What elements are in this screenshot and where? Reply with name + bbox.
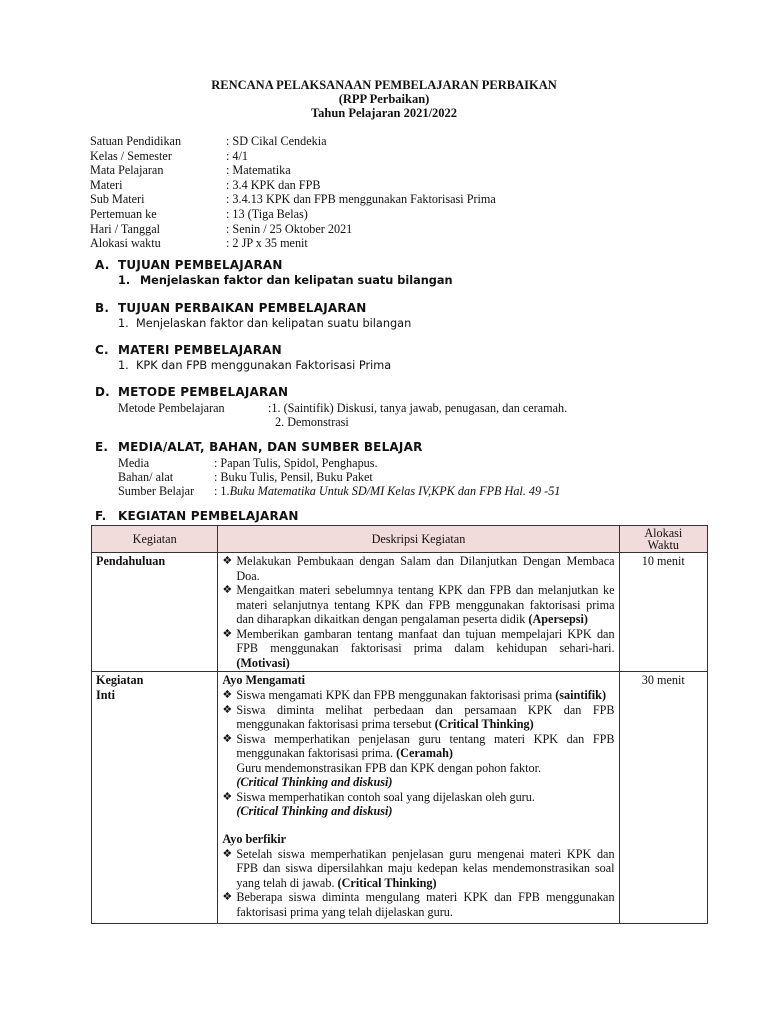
source-book-title: Buku Matematika Untuk SD/MI Kelas IV,KPK dan FPB Hal. 49 -51 (229, 484, 561, 498)
bullet-tag: (Critical Thinking and diskusi) (236, 804, 393, 818)
bullet-tag: (Critical Thinking) (337, 875, 437, 890)
section-heading (95, 509, 299, 525)
section-heading (95, 343, 391, 359)
bullet-text: Siswa mengamati KPK dan FPB menggunakan faktorisasi prima (236, 688, 556, 702)
info-value: : 13 (Tiga Belas) (226, 206, 308, 221)
diamond-bullet-icon: ❖ (222, 891, 233, 903)
diamond-bullet-icon: ❖ (222, 627, 233, 640)
bullet-continuation (222, 804, 614, 819)
header-alokasi-line1: Alokasi (644, 525, 683, 540)
info-row (90, 236, 496, 251)
method-row (95, 415, 567, 429)
info-label: Kelas / Semester (90, 148, 172, 163)
table-row (92, 672, 708, 924)
media-label: Sumber Belajar (118, 484, 195, 498)
bullet-tag: (Ceramah) (396, 746, 453, 760)
section-c (95, 343, 391, 374)
diamond-bullet-icon: ❖ (222, 555, 233, 567)
list-item (222, 732, 614, 761)
info-row (90, 222, 496, 237)
section-letter: E. (95, 440, 109, 454)
header-kegiatan: Kegiatan (92, 526, 218, 553)
table-row (92, 553, 708, 672)
info-value: : SD Cikal Cendekia (226, 134, 327, 148)
bullet-text: Beberapa siswa diminta mengulang materi KPK dan FPB menggunakan faktorisasi prima yang telah dijelaskan guru. (236, 890, 615, 919)
info-label: Mata Pelajaran (90, 163, 164, 178)
info-row (90, 207, 496, 222)
section-letter: D. (95, 385, 110, 399)
info-label: Sub Materi (90, 192, 145, 207)
bullet-tag: (Apersepsi) (528, 612, 588, 626)
diamond-bullet-icon: ❖ (222, 790, 233, 803)
section-title: MEDIA/ALAT, BAHAN, DAN SUMBER BELAJAR (118, 440, 423, 454)
diamond-bullet-icon: ❖ (222, 689, 233, 701)
bullet-text: Siswa memperhatikan penjelasan guru tentang materi KPK dan FPB menggunakan faktorisasi prima. (236, 731, 615, 760)
list-item (222, 583, 614, 627)
bullet-continuation (222, 775, 614, 790)
info-label: Satuan Pendidikan (90, 134, 182, 148)
section-item (95, 359, 391, 374)
bullet-text: Mengaitkan materi sebelumnya tentang KPK dan FPB dan melanjutkan ke materi selanjutnya tentang KPK dan FPB menggunakan faktorisasi prima dan diharapkan dikaitkan dengan pengalaman peserta didik (236, 583, 615, 626)
media-row (95, 456, 560, 470)
info-value: : Senin / 25 Oktober 2021 (226, 221, 353, 236)
info-value: : 4/1 (226, 148, 249, 163)
header-alokasi-line2: Waktu (647, 537, 680, 552)
method-value: :1. (Saintifik) Diskusi, tanya jawab, penugasan, dan ceramah. (268, 401, 568, 415)
row-time: 30 menit (619, 672, 707, 924)
info-label: Materi (90, 177, 123, 192)
method-row (95, 401, 567, 415)
info-row (90, 192, 496, 207)
section-letter: F. (95, 509, 107, 523)
list-item (222, 688, 614, 703)
list-item (222, 554, 614, 583)
item-number: 1. (118, 359, 129, 372)
list-item (222, 790, 614, 805)
bullet-text: Memberikan gambaran tentang manfaat dan tujuan mempelajari KPK dan FPB menggunakan faktorisasi prima dalam kehidupan sehari-hari. (236, 626, 615, 655)
row-description (218, 672, 619, 924)
header-deskripsi: Deskripsi Kegiatan (218, 526, 619, 553)
media-value: : Papan Tulis, Spidol, Penghapus. (214, 456, 378, 470)
info-row (90, 134, 496, 149)
info-value: : 3.4.13 KPK dan FPB menggunakan Faktorisasi Prima (226, 192, 496, 207)
bullet-tag: (Critical Thinking) (434, 717, 534, 731)
section-heading (95, 301, 411, 317)
info-row (90, 178, 496, 193)
document-title (0, 78, 768, 120)
info-label: Alokasi waktu (90, 236, 161, 251)
bullet-tag: (Critical Thinking and diskusi) (236, 775, 393, 789)
section-title: KEGIATAN PEMBELAJARAN (118, 509, 299, 523)
media-label: Bahan/ alat (118, 470, 174, 484)
item-number: 1. (118, 274, 131, 287)
title-line-3: Tahun Pelajaran 2021/2022 (310, 106, 458, 120)
section-e (95, 440, 560, 498)
bullet-text: Siswa memperhatikan contoh soal yang dijelaskan oleh guru. (236, 789, 535, 804)
row-label-line2: Inti (96, 688, 115, 702)
section-heading (95, 258, 453, 274)
section-item (95, 274, 453, 289)
info-row (90, 163, 496, 178)
section-title: MATERI PEMBELAJARAN (118, 343, 282, 357)
item-number: 1. (118, 317, 129, 330)
info-value: : 2 JP x 35 menit (226, 236, 308, 251)
section-heading (95, 440, 560, 456)
list-item (222, 847, 614, 891)
section-b (95, 301, 411, 332)
row-time: 10 menit (619, 553, 707, 672)
method-value: 2. Demonstrasi (275, 415, 349, 429)
bullet-continuation: Guru mendemonstrasikan FPB dan KPK dengan pohon faktor. (236, 760, 541, 775)
table-header-row (92, 526, 708, 553)
header-alokasi (619, 526, 707, 553)
section-letter: A. (95, 258, 110, 272)
list-item (222, 703, 614, 732)
bullet-tag: (Motivasi) (236, 655, 290, 670)
media-value: : 1. (214, 484, 230, 498)
subheading: Ayo berfikir (222, 831, 287, 846)
section-d (95, 385, 567, 429)
diamond-bullet-icon: ❖ (222, 847, 233, 860)
item-text: Menjelaskan faktor dan kelipatan suatu bilangan (136, 317, 412, 330)
list-item (222, 627, 614, 671)
item-text: Menjelaskan faktor dan kelipatan suatu bilangan (139, 274, 453, 287)
list-item (222, 890, 614, 919)
item-text: KPK dan FPB menggunakan Faktorisasi Prima (136, 359, 392, 372)
diamond-bullet-icon: ❖ (222, 732, 233, 745)
row-label-line1: Kegiatan (96, 673, 144, 687)
section-f (95, 509, 299, 525)
media-value: : Buku Tulis, Pensil, Buku Paket (214, 470, 373, 484)
activity-table (91, 525, 708, 924)
identity-info (90, 134, 496, 251)
bullet-text: Setelah siswa memperhatikan penjelasan guru mengenai materi KPK dan FPB dan siswa dipersilahkan maju kedepan kelas mendemonstrasikan soal yang telah di jawab. (236, 846, 615, 890)
section-title: TUJUAN PEMBELAJARAN (118, 258, 283, 272)
section-letter: B. (95, 301, 110, 315)
media-row (95, 470, 560, 484)
section-letter: C. (95, 343, 109, 357)
info-label: Hari / Tanggal (90, 221, 160, 236)
section-item (95, 317, 411, 332)
section-title: TUJUAN PERBAIKAN PEMBELAJARAN (118, 301, 367, 315)
row-label (92, 672, 218, 924)
section-title: METODE PEMBELAJARAN (118, 385, 289, 399)
media-label: Media (118, 456, 150, 470)
diamond-bullet-icon: ❖ (222, 584, 233, 596)
section-heading (95, 385, 567, 401)
media-row (95, 484, 560, 498)
bullet-text: Melakukan Pembukaan dengan Salam dan Dilanjutkan Dengan Membaca Doa. (236, 554, 615, 583)
diamond-bullet-icon: ❖ (222, 703, 233, 716)
row-label: Pendahuluan (92, 553, 218, 672)
bullet-tag: (saintifik) (555, 688, 607, 702)
info-value: : 3.4 KPK dan FPB (226, 177, 321, 192)
title-line-2: (RPP Perbaikan) (338, 92, 430, 106)
info-row (90, 149, 496, 164)
info-label: Pertemuan ke (90, 206, 157, 221)
method-label: Metode Pembelajaran (118, 401, 225, 415)
subheading: Ayo Mengamati (222, 673, 306, 687)
row-description (218, 553, 619, 672)
info-value: : Matematika (226, 163, 291, 178)
bullet-text: Siswa diminta melihat perbedaan dan persamaan KPK dan FPB menggunakan faktorisasi prima tersebut (236, 702, 615, 731)
title-line-1: RENCANA PELAKSANAAN PEMBELAJARAN PERBAIKAN (211, 78, 557, 92)
section-a (95, 258, 453, 289)
